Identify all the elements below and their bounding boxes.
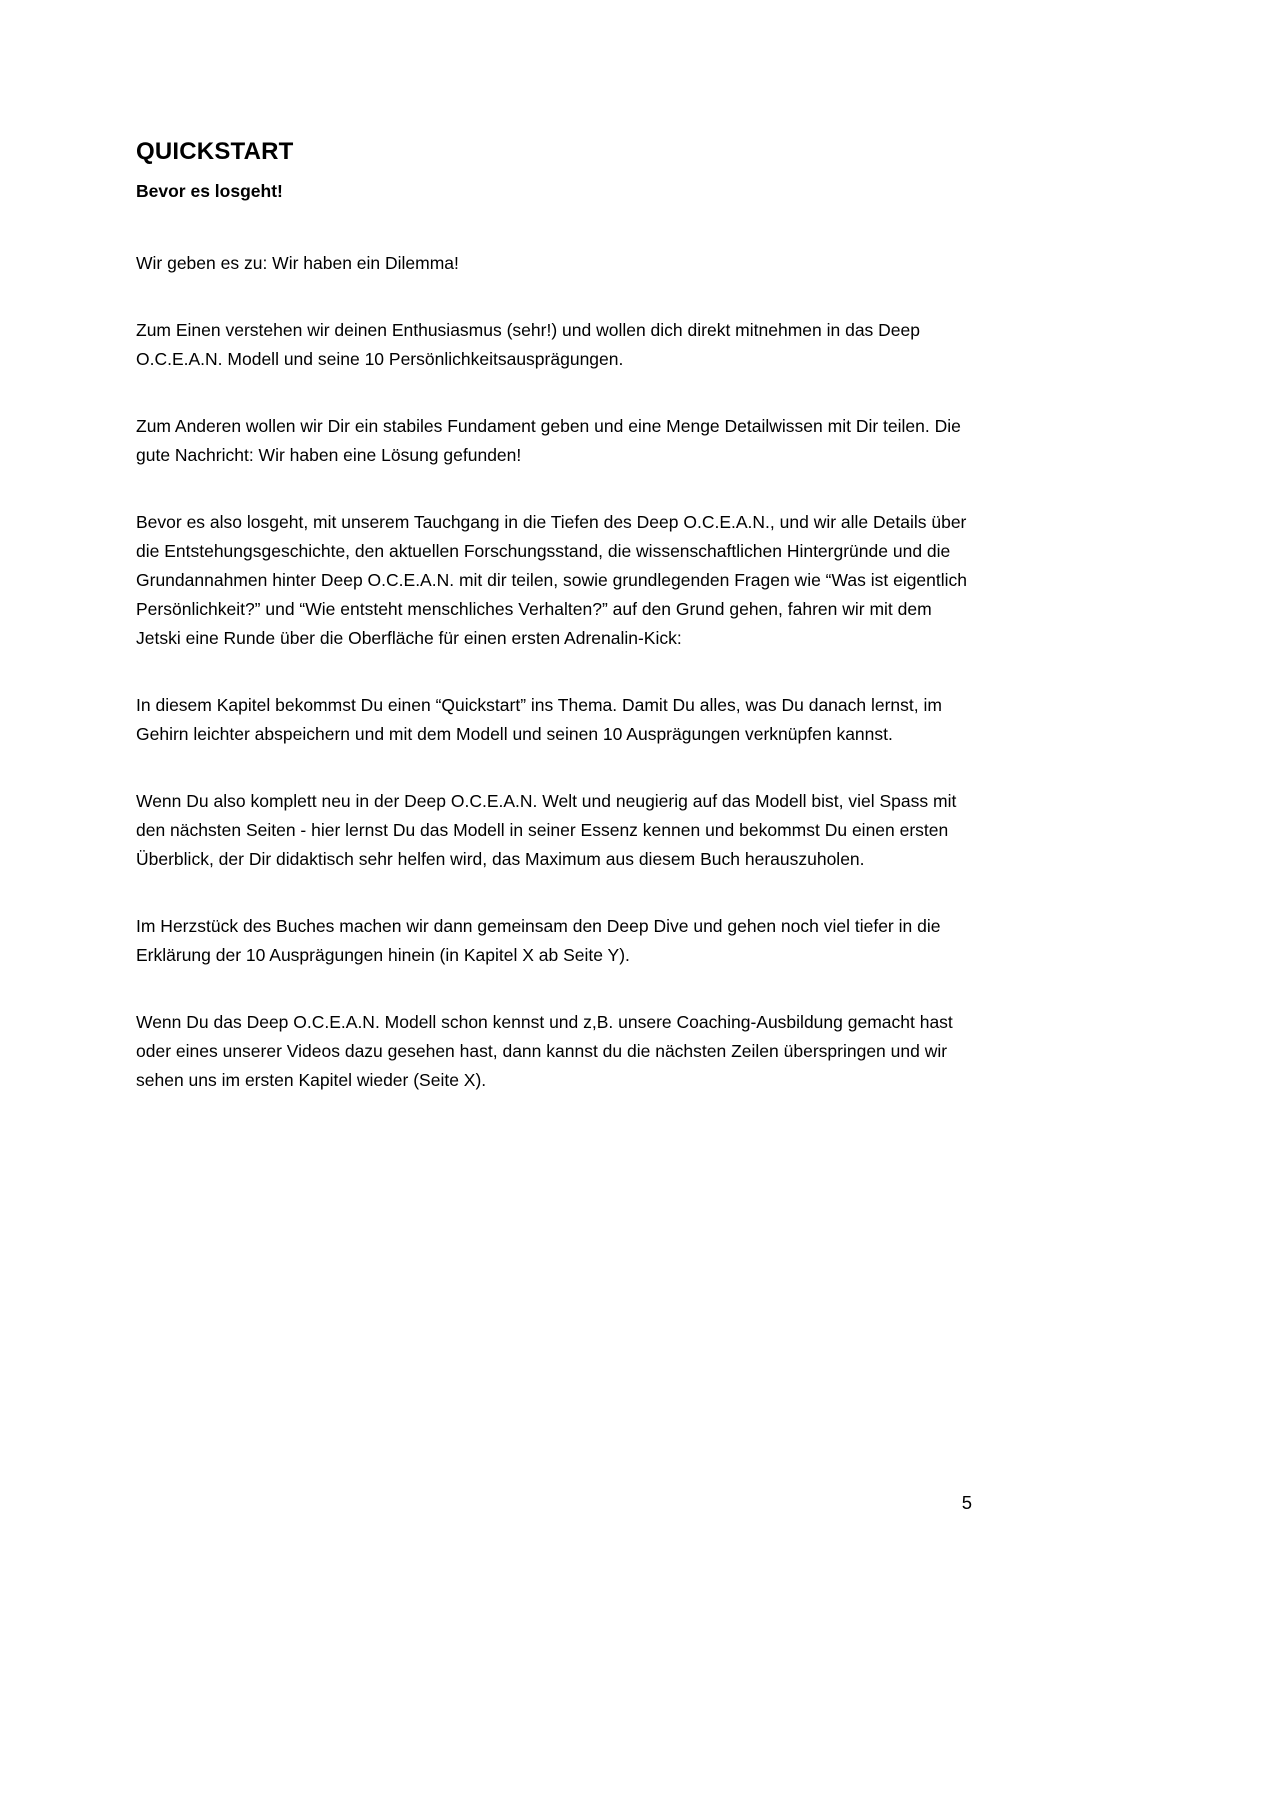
- paragraph: Im Herzstück des Buches machen wir dann gemeinsam den Deep Dive und gehen noch viel tiefer in die Erklärung der 10 Ausprägungen hinein (in Kapitel X ab Seite Y).: [136, 915, 941, 965]
- paragraph: In diesem Kapitel bekommst Du einen “Quickstart” ins Thema. Damit Du alles, was Du danach lernst, im Gehirn leichter abspeichern und mit dem Modell und seinen 10 Ausprägungen verknüpfen kannst.: [136, 694, 942, 744]
- page-content: [136, 138, 972, 1133]
- page-subtitle: Bevor es losgeht!: [136, 180, 283, 201]
- paragraph: Wenn Du das Deep O.C.E.A.N. Modell schon kennst und z,B. unsere Coaching-Ausbildung gemacht hast oder eines unserer Videos dazu gesehen hast, dann kannst du die nächsten Zeilen überspringen und wir sehen uns im ersten Kapitel wieder (Seite X).: [136, 1011, 953, 1090]
- paragraph: Wenn Du also komplett neu in der Deep O.C.E.A.N. Welt und neugierig auf das Modell bist, viel Spass mit den nächsten Seiten - hier lernst Du das Modell in seiner Essenz kennen und bekommst Du einen ersten Überblick, der Dir didaktisch sehr helfen wird, das Maximum aus diesem Buch herauszuholen.: [136, 790, 957, 869]
- paragraph: Zum Anderen wollen wir Dir ein stabiles Fundament geben und eine Menge Detailwissen mit Dir teilen. Die gute Nachricht: Wir haben eine Lösung gefunden!: [136, 415, 961, 465]
- page-number: 5: [961, 1492, 972, 1513]
- paragraph: Wir geben es zu: Wir haben ein Dilemma!: [136, 252, 459, 273]
- paragraph: Zum Einen verstehen wir deinen Enthusiasmus (sehr!) und wollen dich direkt mitnehmen in das Deep O.C.E.A.N. Modell und seine 10 Persönlichkeitsausprägungen.: [136, 319, 921, 369]
- paragraph: Bevor es also losgeht, mit unserem Tauchgang in die Tiefen des Deep O.C.E.A.N., und wir alle Details über die Entstehungsgeschichte, den aktuellen Forschungsstand, die wissenschaftlichen Hintergründe und die Grundannahmen hinter Deep O.C.E.A.N. mit dir teilen, sowie grundlegenden Fragen wie “Was ist eigentlich Persönlichkeit?” und “Wie entsteht menschliches Verhalten?” auf den Grund gehen, fahren wir mit dem Jetski eine Runde über die Oberfläche für einen ersten Adrenalin-Kick:: [136, 511, 968, 648]
- page-title: QUICKSTART: [136, 138, 294, 165]
